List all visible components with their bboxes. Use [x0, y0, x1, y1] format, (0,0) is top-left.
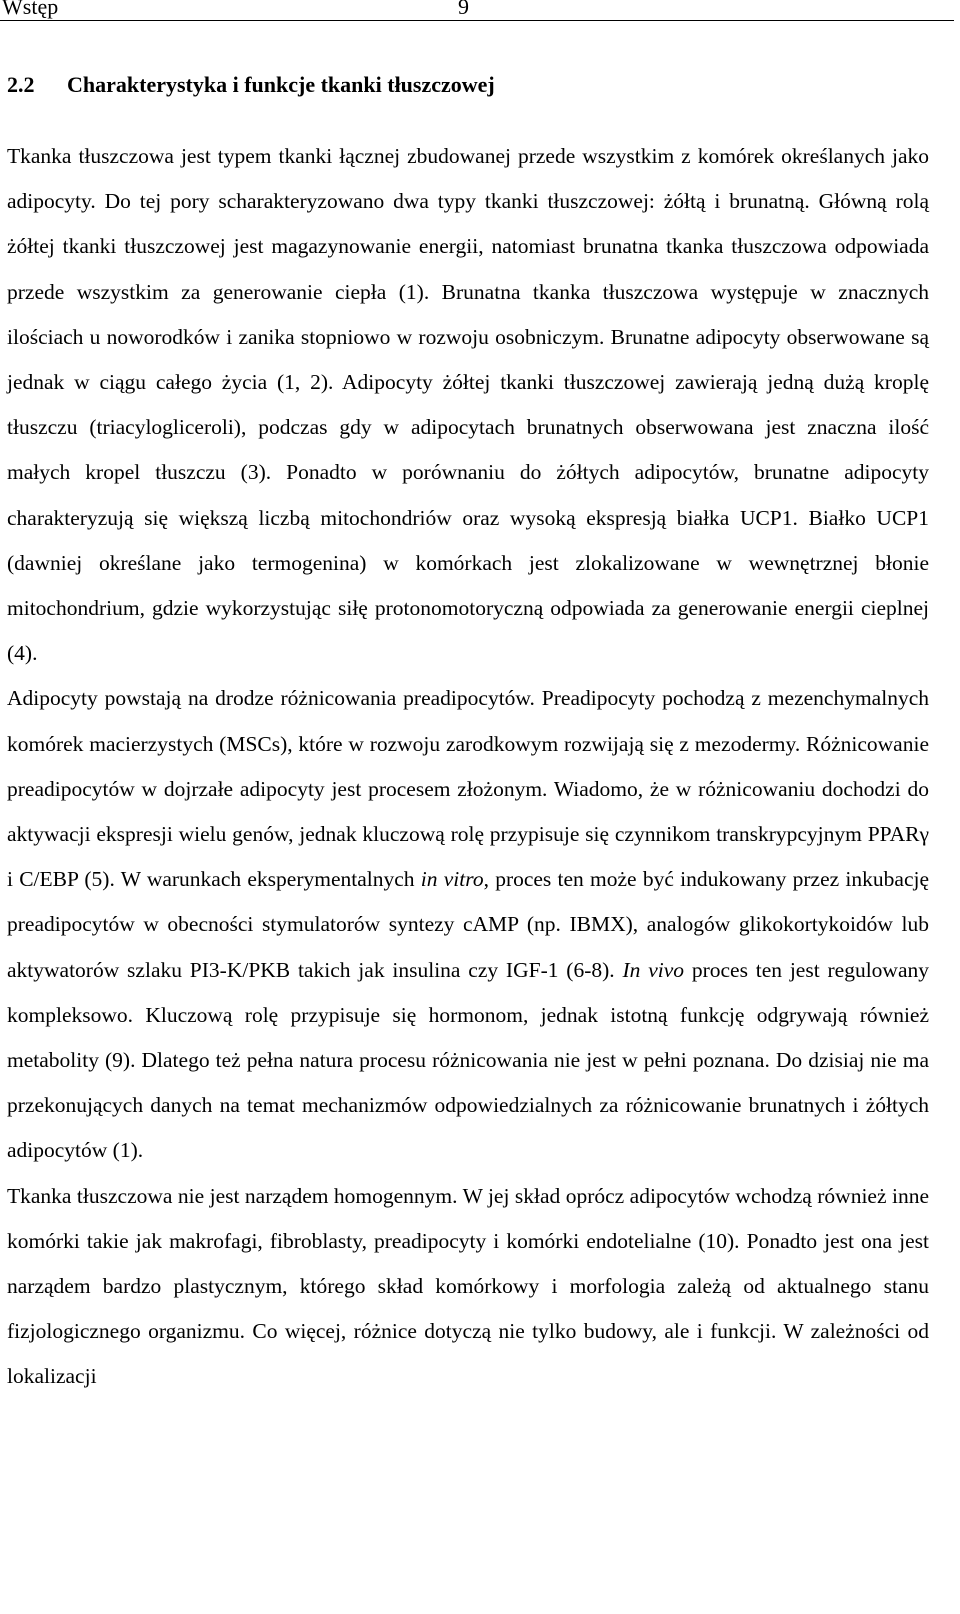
paragraph-2 — [7, 676, 929, 1173]
section-heading — [7, 72, 495, 98]
paragraph-2-italic-in-vitro: in vitro — [420, 867, 484, 892]
body-text — [7, 134, 929, 1400]
page-number: 9 — [458, 0, 469, 19]
paragraph-2-part-2: , proces ten może być indukowany przez inkubację preadipocytów w obecności stymulatorów syntezy cAMP (np. IBMX), analogów glikokortykoidów lub aktywatorów szlaku PI3-K/PKB takich jak insulina czy IGF-1 (6-8). — [7, 867, 930, 982]
paragraph-2-italic-in-vivo: In vivo — [622, 957, 685, 982]
paragraph-1: Tkanka tłuszczowa jest typem tkanki łącznej zbudowanej przede wszystkim z komórek określanych jako adipocyty. Do tej pory scharakteryzowano dwa typy tkanki tłuszczowej: żółtą i brunatną. Główną rolą żółtej tkanki tłuszczowej jest magazynowanie energii, natomiast brunatna tkanka tłuszczowa odpowiada przede wszystkim za generowanie ciepła (1). Brunatna tkanka tłuszczowa występuje w znacznych ilościach u noworodków i zanika stopniowo w rozwoju osobniczym. Brunatne adipocyty obserwowane są jednak w ciągu całego życia (1, 2). Adipocyty żółtej tkanki tłuszczowej zawierają jedną dużą kroplę tłuszczu (triacylogliceroli), podczas gdy w adipocytach brunatnych obserwowana jest znaczna ilość małych kropel tłuszczu (3). Ponadto w porównaniu do żółtych adipocytów, brunatne adipocyty charakteryzują się większą liczbą mitochondriów oraz wysoką ekspresją białka UCP1. Białko UCP1 (dawniej określane jako termogenina) w komórkach jest zlokalizowane w wewnętrznej błonie mitochondrium, gdzie wykorzystując siłę protonomotoryczną odpowiada za generowanie energii cieplnej (4). — [7, 144, 929, 666]
paragraph-2-part-1: Adipocyty powstają na drodze różnicowania preadipocytów. Preadipocyty pochodzą z mezenchymalnych komórek macierzystych (MSCs), które w rozwoju zarodkowym rozwijają się z mezodermy. Różnicowanie preadipocytów w dojrzałe adipocyty jest procesem złożonym. Wiadomo, że w różnicowaniu dochodzi do aktywacji ekspresji wielu genów, jednak kluczową rolę przypisuje się czynnikom transkrypcyjnym PPARγ i C/EBP (5). W warunkach eksperymentalnych — [7, 686, 929, 892]
section-number: 2.2 — [7, 72, 35, 97]
paragraph-2-part-3: proces ten jest regulowany kompleksowo. Kluczową rolę przypisuje się hormonom, jednak istotną funkcję odgrywają również metabolity (9). Dlatego też pełna natura procesu różnicowania nie jest w pełni poznana. Do dzisiaj nie ma przekonujących danych na temat mechanizmów odpowiedzialnych za różnicowanie brunatnych i żółtych adipocytów (1). — [7, 957, 929, 1163]
section-title: Charakterystyka i funkcje tkanki tłuszczowej — [67, 72, 495, 97]
running-header — [0, 0, 954, 21]
paragraph-3: Tkanka tłuszczowa nie jest narządem homogennym. W jej skład oprócz adipocytów wchodzą również inne komórki takie jak makrofagi, fibroblasty, preadipocyty i komórki endotelialne (10). Ponadto jest ona jest narządem bardzo plastycznym, którego skład komórkowy i morfologia zależą od aktualnego stanu fizjologicznego organizmu. Co więcej, różnice dotyczą nie tylko budowy, ale i funkcji. W zależności od lokalizacji — [7, 1183, 929, 1389]
header-section-name: Wstęp — [2, 0, 59, 19]
